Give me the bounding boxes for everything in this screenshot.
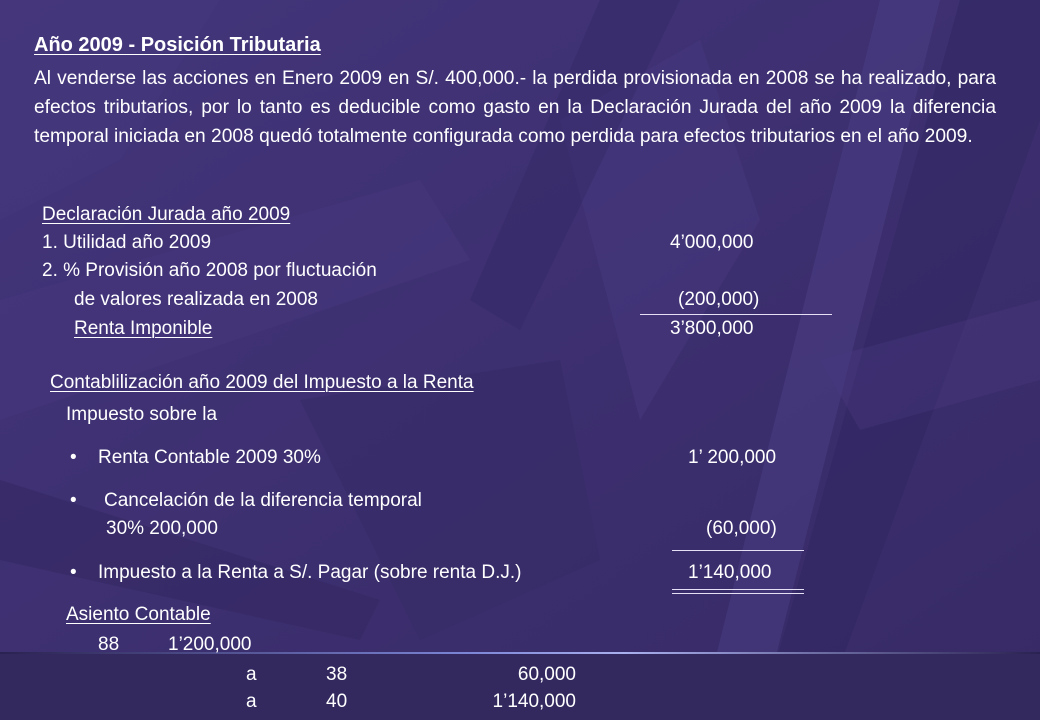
contabilizacion-intro: Impuesto sobre la: [66, 404, 218, 425]
intro-paragraph: Al venderse las acciones en Enero 2009 en S/. 400,000.- la perdida provisionada en 2008 se ha realizado, para efectos tributarios, por lo tanto es deducible como gasto en la Declaración Jurada del año 2009 la diferencia temporal iniciada en 2008 quedó totalmente configurada como perdida para efectos tributarios en el año 2009.: [34, 68, 996, 147]
item2-sub: 30% 200,000: [106, 518, 218, 539]
bullet-2: •: [70, 490, 77, 511]
declaracion-line1-value: 4’000,000: [670, 232, 754, 253]
contabilizacion-subtotal-line: [672, 550, 804, 551]
bullet-3: •: [70, 562, 77, 583]
asiento-row-value: 1’140,000: [492, 691, 576, 712]
declaracion-line1-label: 1. Utilidad año 2009: [42, 232, 212, 253]
declaracion-line2-label-b: de valores realizada en 2008: [74, 289, 319, 310]
item2-value: (60,000): [706, 518, 777, 539]
bullet-1: •: [70, 447, 77, 468]
item3-value: 1’140,000: [688, 562, 772, 583]
declaracion-line2-label-a: 2. % Provisión año 2008 por fluctuación: [42, 260, 377, 281]
contabilizacion-heading: Contablilización año 2009 del Impuesto a la Renta: [50, 372, 474, 393]
total-double-line-bottom: [672, 593, 804, 594]
renta-imponible-value: 3’800,000: [670, 318, 754, 339]
item3-label: Impuesto a la Renta a S/. Pagar (sobre renta D.J.): [98, 562, 522, 583]
asiento-debit-account: 88: [98, 634, 120, 655]
declaracion-heading: Declaración Jurada año 2009: [42, 204, 291, 225]
slide-title: Año 2009 - Posición Tributaria: [34, 34, 321, 56]
asiento-debit-value: 1’200,000: [168, 634, 252, 655]
asiento-row-value: 60,000: [517, 664, 576, 685]
asiento-row-account: 40: [326, 691, 348, 712]
renta-imponible-label: Renta Imponible: [74, 318, 213, 339]
item1-value: 1’ 200,000: [688, 447, 777, 468]
declaracion-subtotal-line: [640, 314, 832, 315]
item2-label: Cancelación de la diferencia temporal: [104, 490, 422, 511]
asiento-heading: Asiento Contable: [66, 604, 211, 625]
declaracion-line2-value: (200,000): [678, 289, 760, 310]
asiento-row-account: 38: [326, 664, 348, 685]
asiento-row-prefix: a: [246, 664, 257, 685]
asiento-row-prefix: a: [246, 691, 257, 712]
item1-label: Renta Contable 2009 30%: [98, 447, 321, 468]
total-double-line-top: [672, 589, 804, 590]
